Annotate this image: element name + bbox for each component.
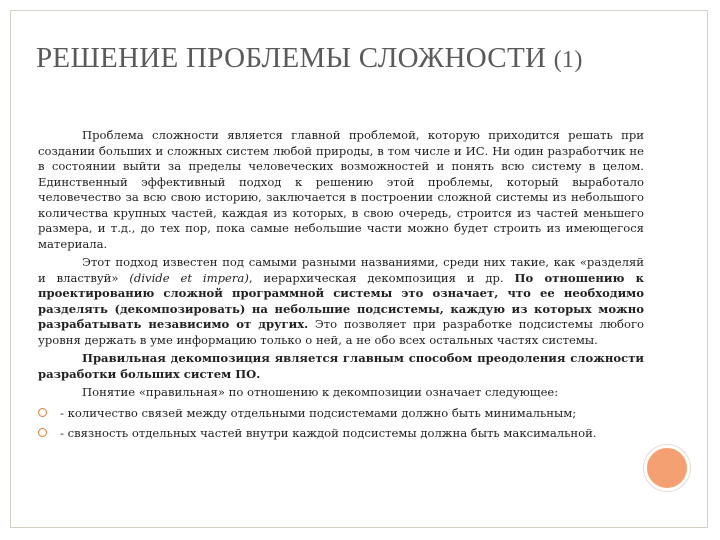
circle-bullet-icon xyxy=(38,408,47,417)
paragraph-2-italic: (divide et impera) xyxy=(129,270,249,285)
title-main: РЕШЕНИЕ ПРОБЛЕМЫ СЛОЖНОСТИ xyxy=(36,42,547,74)
paragraph-3 xyxy=(38,351,644,382)
paragraph-2-text-b: , иерархическая декомпозиция и др. xyxy=(248,270,515,285)
paragraph-2 xyxy=(38,255,644,348)
bullet-text: - количество связей между отдельными подсистемами должно быть минимальным; xyxy=(60,405,577,420)
bullet-text: - связность отдельных частей внутри каждой подсистемы должна быть максимальной. xyxy=(60,426,597,440)
paragraph-2-text-c: Это позволяет при разработке подсистемы любого уровня держать в уме информацию только о ней, а не обо всех остальных частях системы. xyxy=(38,317,644,347)
paragraph-2-text-a: Этот подход известен под самыми разными названиями, среди них такие, как «разделяй и властвуй» xyxy=(38,255,644,285)
paragraph-4: Понятие «правильная» по отношению к декомпозиции означает следующее: xyxy=(82,385,559,399)
bullet-item xyxy=(38,426,644,442)
paragraph-1: Проблема сложности является главной проблемой, которую приходится решать при создании больших и сложных систем любой природы, в том числе и ИС. Ни один разработчик не в состоянии выйти за пределы человеческих возможностей и понять всю систему в целом. Единственный эффективный подход к решению этой проблемы, который выработало человечество за всю свою историю, заключается в построении сложной системы из небольшого количества крупных частей, каждая из которых, в свою очередь, строится из частей меньшего размера, и т.д., до тех пор, пока самые небольшие части можно будет строить из имеющегося материала. xyxy=(38,128,644,251)
circle-bullet-icon xyxy=(38,428,47,437)
bullet-list xyxy=(38,406,644,442)
paragraph-3-bold: Правильная декомпозиция является главным способом преодоления сложности разработки больших систем ПО. xyxy=(38,351,644,381)
decorative-circle xyxy=(644,445,690,491)
slide-title xyxy=(36,40,596,78)
title-number: (1) xyxy=(553,47,583,73)
slide-content xyxy=(38,128,644,442)
paragraph-2-bold: По отношению к проектированию сложной программной системы это означает, что ее необходимо разделять (декомпозировать) на небольшие подсистемы, каждую из которых можно разрабатывать независимо от других. xyxy=(38,270,645,331)
bullet-item xyxy=(38,406,644,422)
